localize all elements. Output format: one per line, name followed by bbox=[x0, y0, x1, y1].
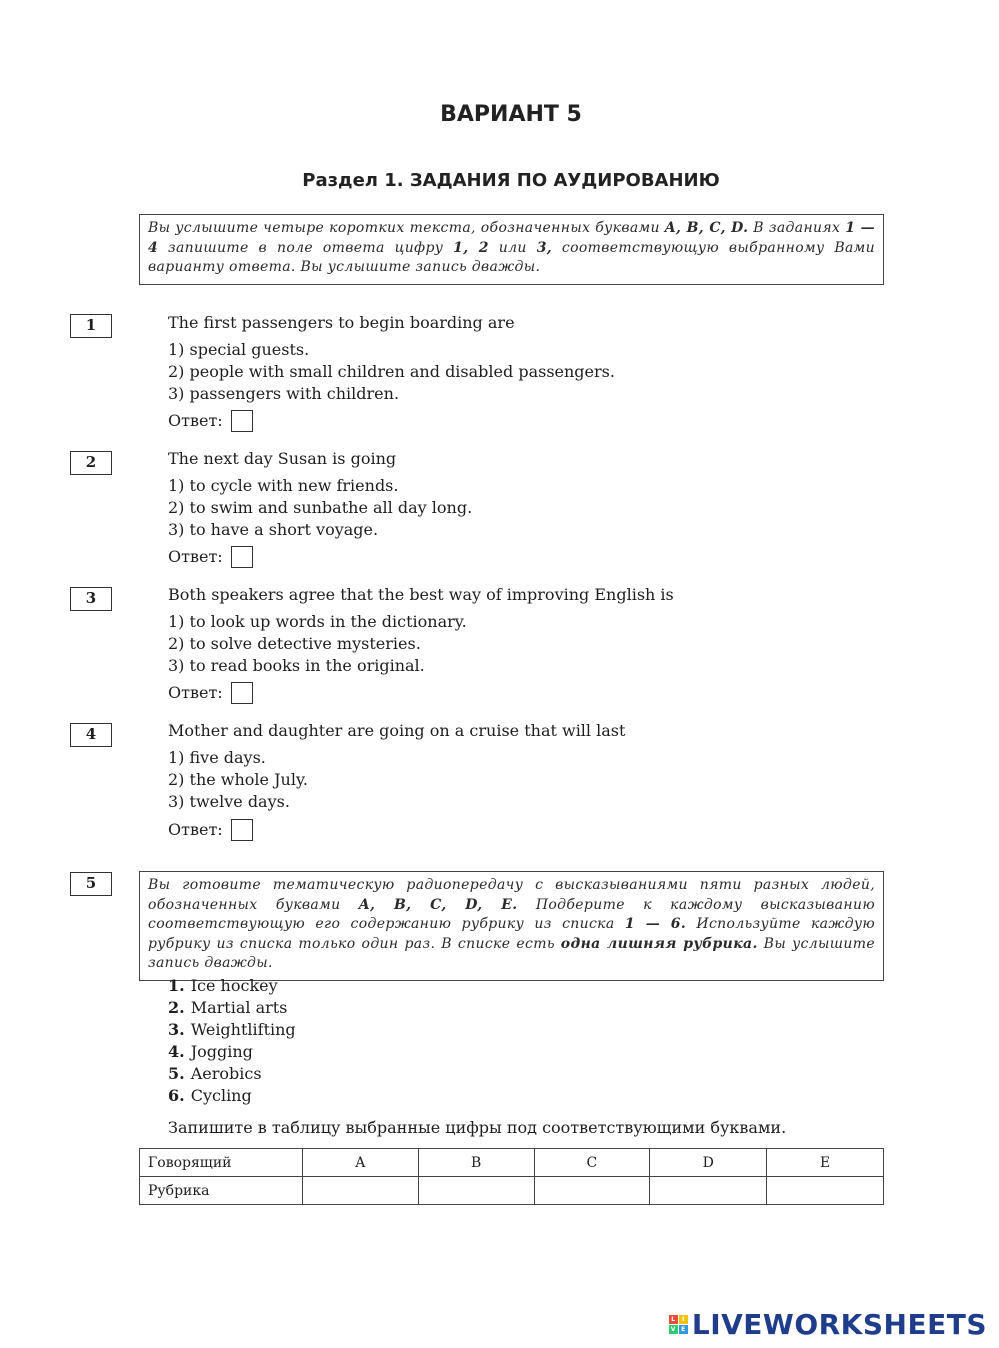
logo-blocks-icon bbox=[669, 1315, 688, 1334]
answer-row-4 bbox=[168, 819, 253, 841]
answer-box-4[interactable] bbox=[231, 819, 253, 841]
option: 3) twelve days. bbox=[168, 792, 290, 811]
answer-row-1 bbox=[168, 410, 253, 432]
column-header-d: D bbox=[650, 1149, 767, 1177]
task5-instructions: Вы готовите тематическую радиопередачу с высказываниями пяти разных людей, обозначенных буквами A, B, C, D, E. Подберите к каждому высказыванию соответствующую его содержанию рубрику из списка 1 — 6. Используйте каждую рубрику из списка только один раз. В списке есть одна лишняя рубрика. Вы услышите запись дважды. bbox=[139, 871, 884, 981]
option: 3) passengers with children. bbox=[168, 384, 400, 403]
list-item: 4. Jogging bbox=[168, 1042, 253, 1061]
question-options-4 bbox=[168, 747, 308, 813]
option: 3) to read books in the original. bbox=[168, 656, 425, 675]
liveworksheets-logo bbox=[669, 1308, 987, 1341]
question-stem-2: The next day Susan is going bbox=[168, 449, 397, 468]
list-item: 6. Cycling bbox=[168, 1086, 252, 1105]
answer-row-2 bbox=[168, 546, 253, 568]
logo-block: E bbox=[679, 1325, 688, 1334]
listening-instructions: Вы услышите четыре коротких текста, обозначенных буквами A, B, C, D. В заданиях 1 — 4 запишите в поле ответа цифру 1, 2 или 3, соответствующую выбранному Вами варианту ответа. Вы услышите запись дважды. bbox=[139, 214, 884, 285]
list-item: 3. Weightlifting bbox=[168, 1020, 296, 1039]
option: 2) to swim and sunbathe all day long. bbox=[168, 498, 473, 517]
question-options-1 bbox=[168, 339, 615, 405]
logo-text: LIVEWORKSHEETS bbox=[691, 1308, 987, 1341]
answer-box-1[interactable] bbox=[231, 410, 253, 432]
answer-label: Ответ: bbox=[168, 547, 223, 566]
answer-label: Ответ: bbox=[168, 411, 223, 430]
row-header-rubric: Рубрика bbox=[140, 1177, 303, 1205]
option: 3) to have a short voyage. bbox=[168, 520, 379, 539]
rubric-list bbox=[168, 975, 296, 1107]
answer-cell-a[interactable] bbox=[302, 1177, 418, 1205]
logo-block: I bbox=[679, 1315, 688, 1324]
column-header-e: E bbox=[767, 1149, 884, 1177]
table-instruction: Запишите в таблицу выбранные цифры под соответствующими буквами. bbox=[168, 1118, 787, 1137]
answer-box-3[interactable] bbox=[231, 682, 253, 704]
question-number-3: 3 bbox=[70, 587, 112, 611]
option: 2) to solve detective mysteries. bbox=[168, 634, 421, 653]
answer-table bbox=[139, 1148, 884, 1205]
option: 2) the whole July. bbox=[168, 770, 308, 789]
option: 1) special guests. bbox=[168, 340, 310, 359]
option: 1) to look up words in the dictionary. bbox=[168, 612, 467, 631]
logo-block: L bbox=[669, 1315, 678, 1324]
answer-cell-b[interactable] bbox=[418, 1177, 534, 1205]
answer-label: Ответ: bbox=[168, 820, 223, 839]
option: 1) five days. bbox=[168, 748, 266, 767]
question-options-3 bbox=[168, 611, 467, 677]
option: 2) people with small children and disabled passengers. bbox=[168, 362, 615, 381]
question-number-4: 4 bbox=[70, 723, 112, 747]
answer-row-3 bbox=[168, 682, 253, 704]
question-stem-3: Both speakers agree that the best way of improving English is bbox=[168, 585, 674, 604]
section-title: Раздел 1. ЗАДАНИЯ ПО АУДИРОВАНИЮ bbox=[302, 170, 720, 191]
table-row-speaker bbox=[140, 1149, 884, 1177]
column-header-b: B bbox=[418, 1149, 534, 1177]
answer-label: Ответ: bbox=[168, 683, 223, 702]
list-item: 5. Aerobics bbox=[168, 1064, 262, 1083]
question-stem-4: Mother and daughter are going on a cruise that will last bbox=[168, 721, 626, 740]
question-number-1: 1 bbox=[70, 314, 112, 338]
column-header-c: C bbox=[534, 1149, 650, 1177]
column-header-a: A bbox=[302, 1149, 418, 1177]
row-header-speaker: Говорящий bbox=[140, 1149, 303, 1177]
question-number-2: 2 bbox=[70, 451, 112, 475]
answer-cell-e[interactable] bbox=[767, 1177, 884, 1205]
answer-cell-c[interactable] bbox=[534, 1177, 650, 1205]
list-item: 1. Ice hockey bbox=[168, 976, 278, 995]
answer-box-2[interactable] bbox=[231, 546, 253, 568]
question-stem-1: The first passengers to begin boarding are bbox=[168, 313, 515, 332]
answer-cell-d[interactable] bbox=[650, 1177, 767, 1205]
page-title: ВАРИАНТ 5 bbox=[440, 102, 582, 127]
question-number-5: 5 bbox=[70, 872, 112, 896]
table-row-rubric bbox=[140, 1177, 884, 1205]
logo-block: V bbox=[670, 1326, 676, 1333]
option: 1) to cycle with new friends. bbox=[168, 476, 399, 495]
question-options-2 bbox=[168, 475, 472, 541]
list-item: 2. Martial arts bbox=[168, 998, 288, 1017]
